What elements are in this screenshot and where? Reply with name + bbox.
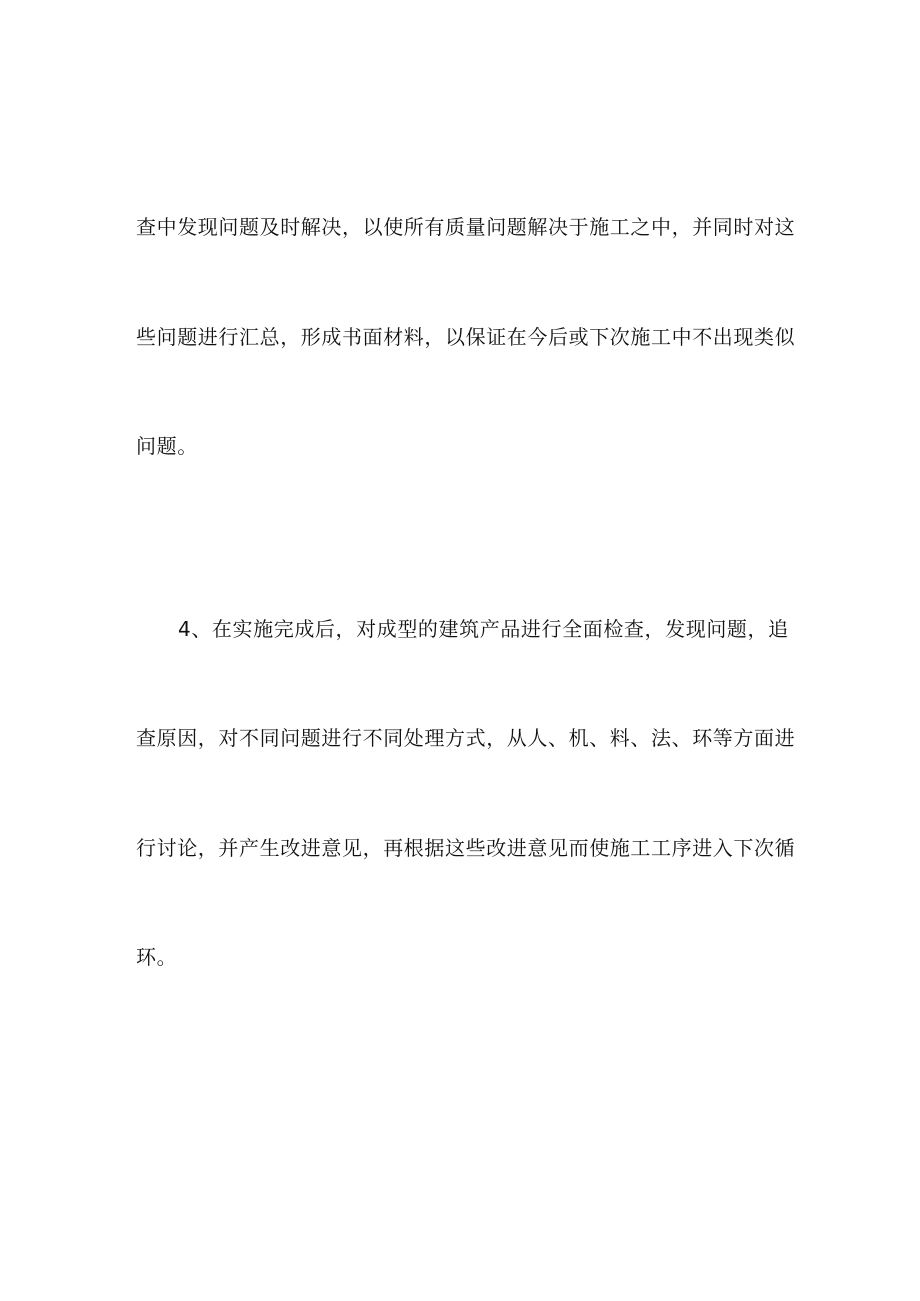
- text-line: 环。: [136, 945, 178, 969]
- text-line: 问题。: [136, 434, 198, 458]
- text-line: 查中发现问题及时解决，以使所有质量问题解决于施工之中，并同时对这: [136, 215, 796, 239]
- text-line: 4、在实施完成后，对成型的建筑产品进行全面检查，发现问题，追: [178, 616, 789, 641]
- paragraph-item-4: [136, 538, 796, 1049]
- text-line: 行讨论，并产生改进意见，再根据这些改进意见而使施工工序进入下次循: [136, 835, 796, 860]
- text-line: 查原因，对不同问题进行不同处理方式，从人、机、料、法、环等方面进: [136, 726, 796, 750]
- paragraph-continuation: [136, 136, 796, 538]
- text-line: 些问题进行汇总，形成书面材料，以保证在今后或下次施工中不出现类似: [136, 324, 796, 349]
- document-body: [136, 136, 796, 1049]
